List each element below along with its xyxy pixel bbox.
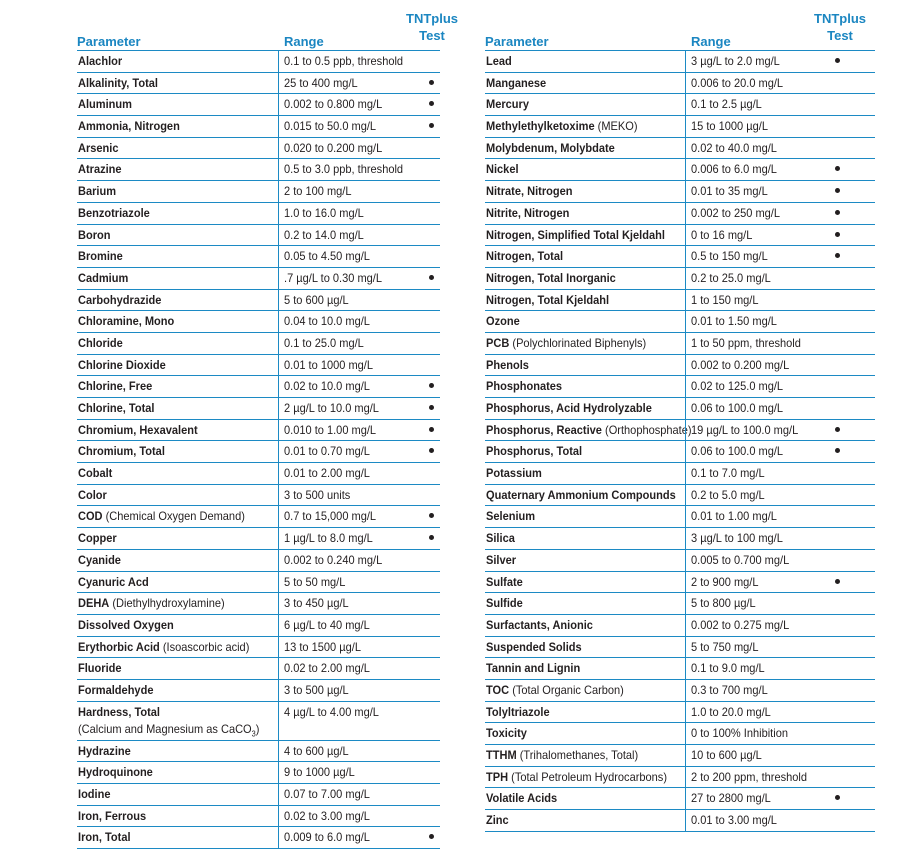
parameter-name: TTHM (Trihalomethanes, Total): [486, 748, 639, 762]
range-value: 0.006 to 20.0 mg/L: [685, 73, 791, 94]
table-row: [485, 225, 875, 247]
parameter-name: Dissolved Oxygen: [78, 617, 174, 632]
parameter-name: Chloride: [78, 335, 123, 350]
parameter-name: COD (Chemical Oxygen Demand): [78, 509, 245, 524]
table-row: [485, 788, 875, 810]
parameter-name: Tannin and Lignin: [486, 661, 581, 676]
parameter-name: Fluoride: [78, 661, 122, 676]
table-row: [485, 593, 875, 615]
parameter-note: (Isoascorbic acid): [162, 639, 250, 654]
parameter-name: Arsenic: [78, 140, 119, 155]
tntplus-bullet-icon: [428, 98, 436, 106]
range-value: 2 µg/L to 10.0 mg/L: [278, 398, 387, 419]
table-row: [77, 311, 440, 333]
parameter-note: (Total Organic Carbon): [512, 682, 624, 697]
tntplus-bullet-icon: [428, 402, 436, 410]
table-row: [485, 138, 875, 160]
parameter-name: Barium: [78, 184, 117, 199]
parameter-note: (Total Petroleum Hydrocarbons): [511, 769, 668, 784]
tntplus-header: TNTplus Test: [406, 11, 458, 43]
table-row: [485, 810, 875, 832]
parameter-name: Phosphorus, Total: [486, 444, 583, 459]
tntplus-bullet-icon: [428, 120, 436, 128]
range-value: 3 to 500 units: [278, 485, 356, 506]
range-value: 0.5 to 150 mg/L: [685, 246, 774, 267]
range-value: 0.2 to 5.0 mg/L: [685, 485, 771, 506]
table-row: [77, 615, 440, 637]
range-value: 0.01 to 1000 mg/L: [278, 355, 381, 376]
range-value: .7 µg/L to 0.30 mg/L: [278, 268, 391, 289]
parameter-name: Mercury: [486, 97, 529, 112]
range-value: 0.06 to 100.0 mg/L: [685, 441, 791, 462]
range-header: Range: [284, 34, 324, 49]
table-row: [485, 615, 875, 637]
parameter-name: Boron: [78, 227, 111, 242]
parameter-name: Aluminum: [78, 97, 132, 112]
table-row: [485, 355, 875, 377]
parameter-name: Bromine: [78, 249, 123, 264]
table-row: [77, 762, 440, 784]
parameter-name: Nitrogen, Simplified Total Kjeldahl: [486, 227, 665, 242]
tntplus-bullet-icon: [834, 424, 842, 432]
table-row: [485, 51, 875, 73]
tntplus-bullet-icon: [834, 163, 842, 171]
range-value: 0.04 to 10.0 mg/L: [278, 311, 377, 332]
table-row: [485, 420, 875, 442]
range-value: 0.5 to 3.0 ppb, threshold: [278, 159, 413, 180]
parameter-name: Carbohydrazide: [78, 292, 162, 307]
parameter-name: Phosphorus, Reactive (Orthophosphate): [486, 422, 692, 437]
table-row: [485, 572, 875, 594]
parameter-note: (Diethylhydroxylamine): [112, 596, 225, 611]
range-header: Range: [691, 34, 731, 49]
range-value: 0.002 to 0.800 mg/L: [278, 94, 391, 115]
range-value: 0.1 to 0.5 ppb, threshold: [278, 51, 413, 72]
parameter-name: Cyanide: [78, 552, 121, 567]
table-row: [77, 741, 440, 763]
parameter-name: Manganese: [486, 75, 547, 90]
table-row: [77, 116, 440, 138]
tntplus-bullet-icon: [834, 229, 842, 237]
left-column-table: [77, 8, 458, 849]
range-value: 0.2 to 14.0 mg/L: [278, 225, 371, 246]
parameter-name: Alkalinity, Total: [78, 75, 158, 90]
table-row: [485, 268, 875, 290]
range-value: 0.015 to 50.0 mg/L: [278, 116, 384, 137]
table-row: [77, 658, 440, 680]
parameter-name: Nitrogen, Total Inorganic: [486, 270, 616, 285]
tntplus-bullet-icon: [428, 831, 436, 839]
table-row: [485, 723, 875, 745]
range-value: 0.01 to 1.50 mg/L: [685, 311, 784, 332]
table-row: [77, 376, 440, 398]
table-row: [77, 73, 440, 95]
parameter-name: Nickel: [486, 162, 519, 177]
range-value: 0.006 to 6.0 mg/L: [685, 159, 784, 180]
tntplus-bullet-icon: [428, 532, 436, 540]
range-value: 9 to 1000 µg/L: [278, 762, 361, 783]
table-row: [77, 51, 440, 73]
right-column-table: [485, 8, 875, 832]
table-row: [77, 827, 440, 849]
parameter-name: Benzotriazole: [78, 205, 150, 220]
tntplus-bullet-icon: [834, 445, 842, 453]
range-value: 2 to 900 mg/L: [685, 572, 764, 593]
range-value: 0.020 to 0.200 mg/L: [278, 138, 391, 159]
parameter-name: Hardness, Total: [78, 704, 161, 719]
range-value: 5 to 600 µg/L: [278, 290, 354, 311]
parameter-name: Potassium: [486, 466, 542, 481]
table-row: [77, 572, 440, 594]
parameter-name: Alachlor: [78, 54, 123, 68]
range-value: 0.01 to 35 mg/L: [685, 181, 774, 202]
tntplus-bullet-icon: [428, 424, 436, 432]
table-row: [77, 398, 440, 420]
table-row: [77, 181, 440, 203]
table-row: [77, 355, 440, 377]
range-value: 1 to 50 ppm, threshold: [685, 333, 810, 354]
range-value: 0.02 to 10.0 mg/L: [278, 376, 377, 397]
range-value: 0.009 to 6.0 mg/L: [278, 827, 377, 848]
table-row: [77, 593, 440, 615]
parameter-name: TOC (Total Organic Carbon): [486, 682, 624, 697]
table-row: [485, 637, 875, 659]
range-value: 27 to 2800 mg/L: [685, 788, 778, 809]
tntplus-bullet-icon: [834, 55, 842, 63]
table-row: [77, 290, 440, 312]
parameter-note: (Orthophosphate): [605, 422, 692, 437]
tntplus-bullet-icon: [428, 380, 436, 388]
parameter-name: PCB (Polychlorinated Biphenyls): [486, 335, 647, 350]
range-value: 3 to 450 µg/L: [278, 593, 354, 614]
parameter-name: Nitrate, Nitrogen: [486, 184, 573, 199]
parameter-name: Sulfate: [486, 574, 523, 589]
table-row: [485, 745, 875, 767]
parameter-name: Iodine: [78, 787, 111, 801]
range-value: 0.05 to 4.50 mg/L: [278, 246, 377, 267]
parameter-name: Formaldehyde: [78, 682, 154, 697]
range-value: 0.010 to 1.00 mg/L: [278, 420, 384, 441]
table-row: [77, 528, 440, 550]
right-rows: [485, 51, 875, 832]
tntplus-bullet-icon: [428, 445, 436, 453]
range-value: 3 to 500 µg/L: [278, 680, 354, 701]
parameter-name: Ozone: [486, 314, 520, 329]
range-value: 0 to 100% Inhibition: [685, 723, 796, 744]
table-row: [485, 73, 875, 95]
right-table-header: [485, 8, 875, 51]
table-row: [485, 398, 875, 420]
parameter-name: Phenols: [486, 357, 529, 372]
range-value: 6 µg/L to 40 mg/L: [278, 615, 377, 636]
tntplus-bullet-icon: [834, 185, 842, 193]
parameter-name: Methylethylketoxime (MEKO): [486, 119, 638, 134]
range-value: 0 to 16 mg/L: [685, 225, 758, 246]
parameter-name: Sulfide: [486, 596, 523, 611]
range-value: 0.7 to 15,000 mg/L: [278, 506, 384, 527]
range-value: 0.01 to 0.70 mg/L: [278, 441, 377, 462]
table-row: [485, 181, 875, 203]
range-value: 0.002 to 0.240 mg/L: [278, 550, 391, 571]
parameter-note: (Trihalomethanes, Total): [519, 748, 639, 762]
range-value: 1 µg/L to 8.0 mg/L: [278, 528, 381, 549]
parameter-name: Iron, Total: [78, 830, 131, 845]
parameter-name: Tolyltriazole: [486, 704, 550, 719]
range-value: 0.2 to 25.0 mg/L: [685, 268, 778, 289]
range-value: 0.02 to 40.0 mg/L: [685, 138, 784, 159]
parameter-subnote: (Calcium and Magnesium as CaCO$_3$): [78, 721, 260, 739]
table-row: [77, 637, 440, 659]
parameter-name: Suspended Solids: [486, 639, 582, 654]
table-row: [77, 806, 440, 828]
parameter-name: Phosphorus, Acid Hydrolyzable: [486, 401, 652, 415]
range-value: 1.0 to 20.0 mg/L: [685, 702, 778, 723]
table-row: [485, 441, 875, 463]
parameter-name: Nitrite, Nitrogen: [486, 205, 570, 220]
range-value: 0.01 to 1.00 mg/L: [685, 506, 784, 527]
tntplus-bullet-icon: [428, 510, 436, 518]
table-row: [77, 485, 440, 507]
parameter-name: Phosphonates: [486, 379, 563, 394]
parameter-name: Nitrogen, Total Kjeldahl: [486, 292, 610, 307]
table-row: [485, 290, 875, 312]
table-row: [485, 333, 875, 355]
range-value: 0.02 to 2.00 mg/L: [278, 658, 377, 679]
parameter-name: Quaternary Ammonium Compounds: [486, 487, 676, 502]
parameter-name: Silver: [486, 552, 517, 567]
table-row: [77, 702, 440, 741]
range-value: 15 to 1000 µg/L: [685, 116, 775, 137]
table-row: [77, 94, 440, 116]
range-value: 0.02 to 3.00 mg/L: [278, 806, 377, 827]
table-row: [485, 311, 875, 333]
parameter-name: Cadmium: [78, 270, 129, 285]
parameter-name: Surfactants, Anionic: [486, 617, 593, 632]
table-row: [485, 203, 875, 225]
tntplus-bullet-icon: [834, 576, 842, 584]
parameter-name: Lead: [486, 54, 512, 68]
table-row: [485, 116, 875, 138]
parameter-name: DEHA (Diethylhydroxylamine): [78, 596, 225, 611]
range-value: 19 µg/L to 100.0 mg/L: [685, 420, 808, 441]
left-table-header: [77, 8, 458, 51]
parameter-name: Zinc: [486, 813, 509, 828]
table-row: [485, 159, 875, 181]
table-row: [485, 376, 875, 398]
tntplus-header: TNTplus Test: [814, 11, 866, 43]
range-value: 4 to 600 µg/L: [278, 741, 354, 762]
parameter-name: Chromium, Hexavalent: [78, 422, 198, 437]
range-value: 5 to 50 mg/L: [278, 572, 351, 593]
tntplus-bullet-icon: [834, 207, 842, 215]
range-value: 2 to 100 mg/L: [278, 181, 357, 202]
range-value: 1 to 150 mg/L: [685, 290, 764, 311]
range-value: 0.1 to 2.5 µg/L: [685, 94, 768, 115]
parameter-name: Cobalt: [78, 466, 113, 481]
parameter-name: Chlorine, Total: [78, 401, 155, 415]
parameter-name: Cyanuric Acd: [78, 574, 149, 589]
range-value: 0.1 to 25.0 mg/L: [278, 333, 371, 354]
table-row: [77, 784, 440, 806]
table-row: [77, 159, 440, 181]
table-row: [485, 550, 875, 572]
table-row: [77, 550, 440, 572]
range-value: 5 to 800 µg/L: [685, 593, 761, 614]
parameter-name: Hydroquinone: [78, 765, 153, 780]
parameter-name: Ammonia, Nitrogen: [78, 119, 180, 134]
table-row: [77, 333, 440, 355]
tntplus-bullet-icon: [428, 77, 436, 85]
range-value: 25 to 400 mg/L: [278, 73, 364, 94]
parameter-name: Chlorine Dioxide: [78, 357, 166, 372]
range-value: 1.0 to 16.0 mg/L: [278, 203, 371, 224]
table-row: [77, 420, 440, 442]
tntplus-bullet-icon: [834, 792, 842, 800]
parameter-name: Nitrogen, Total: [486, 249, 564, 264]
parameter-name: Selenium: [486, 509, 536, 524]
parameter-note: (Chemical Oxygen Demand): [105, 509, 245, 524]
table-row: [77, 680, 440, 702]
table-row: [485, 94, 875, 116]
table-row: [485, 528, 875, 550]
parameter-name: Erythorbic Acid (Isoascorbic acid): [78, 639, 250, 654]
range-value: 2 to 200 ppm, threshold: [685, 767, 817, 788]
range-value: 0.002 to 0.275 mg/L: [685, 615, 798, 636]
table-row: [485, 485, 875, 507]
table-row: [485, 658, 875, 680]
parameter-name: Copper: [78, 531, 117, 546]
table-row: [485, 702, 875, 724]
parameter-header: Parameter: [77, 34, 141, 49]
parameter-name: Color: [78, 487, 107, 502]
table-row: [77, 203, 440, 225]
range-value: 3 µg/L to 2.0 mg/L: [685, 51, 788, 72]
parameter-name: Silica: [486, 531, 515, 546]
left-rows: [77, 51, 440, 849]
parameter-name: Chromium, Total: [78, 444, 165, 459]
table-row: [485, 767, 875, 789]
table-row: [77, 246, 440, 268]
range-value: 0.002 to 0.200 mg/L: [685, 355, 798, 376]
tntplus-bullet-icon: [834, 250, 842, 258]
range-value: 0.1 to 7.0 mg/L: [685, 463, 771, 484]
range-value: 0.01 to 2.00 mg/L: [278, 463, 377, 484]
range-value: 5 to 750 mg/L: [685, 637, 764, 658]
table-row: [77, 225, 440, 247]
parameter-header: Parameter: [485, 34, 549, 49]
range-value: 0.3 to 700 mg/L: [685, 680, 774, 701]
range-value: 0.002 to 250 mg/L: [685, 203, 788, 224]
parameter-note: (MEKO): [597, 119, 638, 134]
range-value: 4 µg/L to 4.00 mg/L: [278, 702, 387, 740]
table-row: [77, 268, 440, 290]
parameter-name: Molybdenum, Molybdate: [486, 140, 615, 155]
table-row: [485, 680, 875, 702]
parameter-name: Hydrazine: [78, 743, 131, 758]
table-row: [77, 463, 440, 485]
range-value: 3 µg/L to 100 mg/L: [685, 528, 791, 549]
range-value: 0.005 to 0.700 mg/L: [685, 550, 798, 571]
table-row: [77, 506, 440, 528]
table-row: [485, 463, 875, 485]
range-value: 0.07 to 7.00 mg/L: [278, 784, 377, 805]
range-value: 0.1 to 9.0 mg/L: [685, 658, 771, 679]
table-row: [485, 246, 875, 268]
parameter-name: Chloramine, Mono: [78, 314, 175, 329]
tntplus-bullet-icon: [428, 272, 436, 280]
range-value: 10 to 600 µg/L: [685, 745, 768, 766]
parameter-note: (Polychlorinated Biphenyls): [512, 335, 647, 350]
table-row: [77, 138, 440, 160]
parameter-name: Toxicity: [486, 726, 527, 741]
parameter-name: Iron, Ferrous: [78, 808, 147, 823]
parameter-name: Atrazine: [78, 162, 122, 177]
table-row: [485, 506, 875, 528]
parameter-name: TPH (Total Petroleum Hydrocarbons): [486, 769, 668, 784]
range-value: 0.06 to 100.0 mg/L: [685, 398, 791, 419]
range-value: 13 to 1500 µg/L: [278, 637, 368, 658]
range-value: 0.01 to 3.00 mg/L: [685, 810, 784, 831]
table-row: [77, 441, 440, 463]
range-value: 0.02 to 125.0 mg/L: [685, 376, 791, 397]
parameter-name: Volatile Acids: [486, 791, 558, 806]
parameter-name: Chlorine, Free: [78, 379, 153, 394]
